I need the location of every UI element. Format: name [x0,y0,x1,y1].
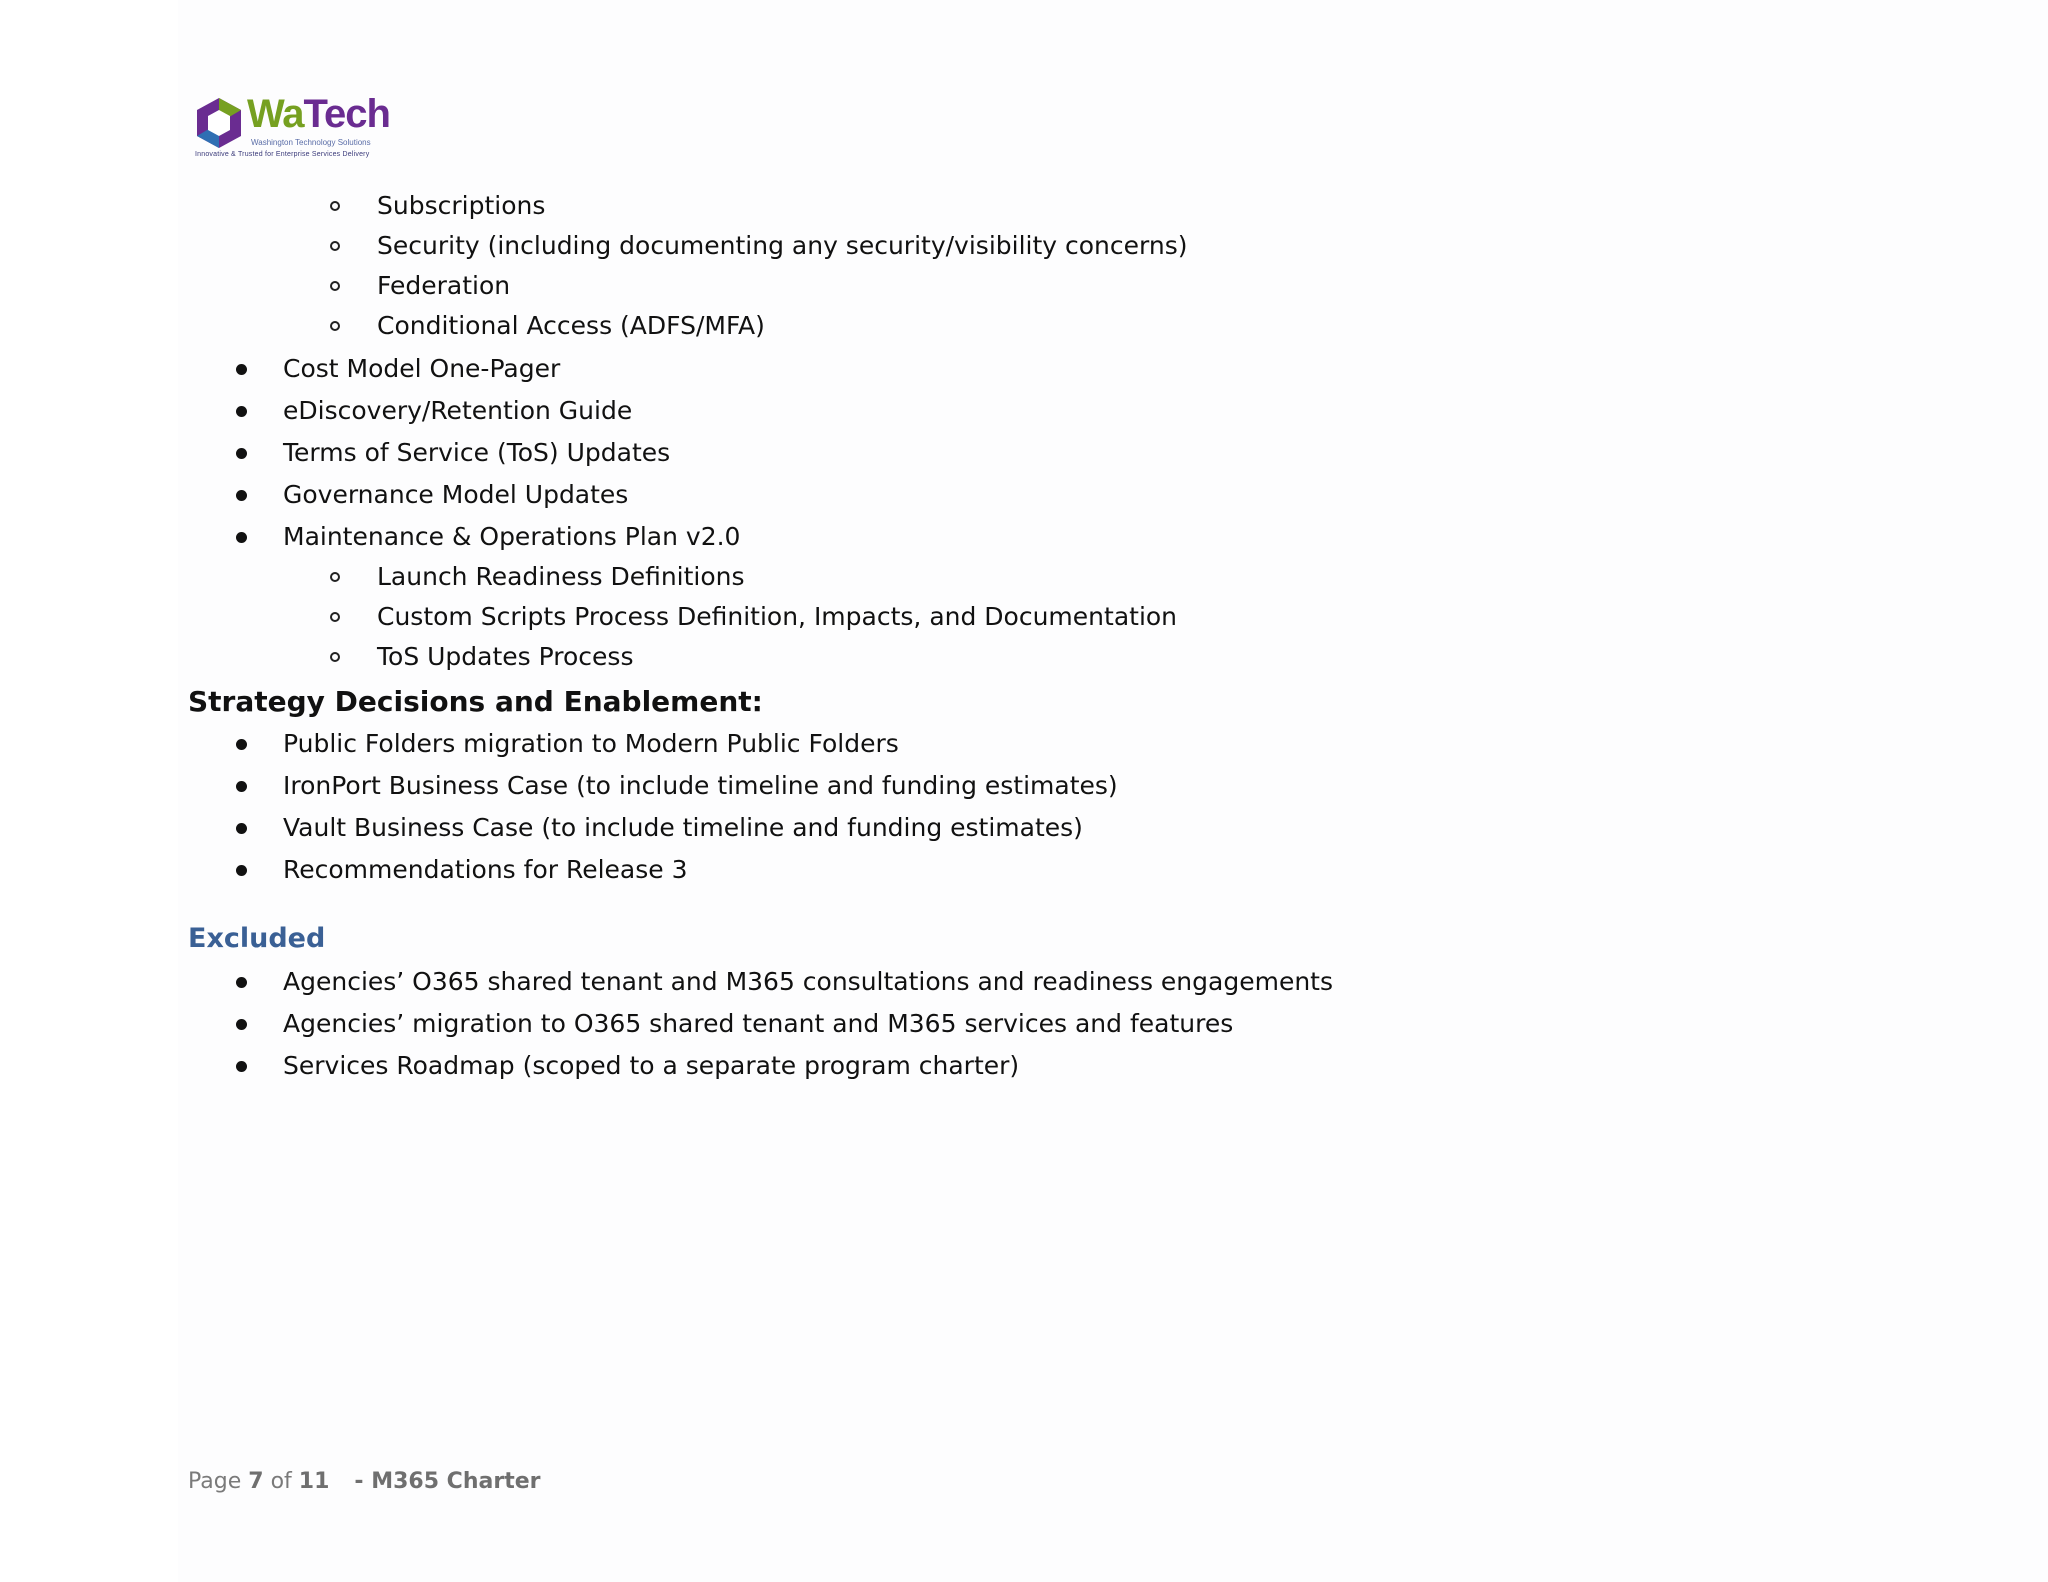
list-item: Terms of Service (ToS) Updates [283,438,671,467]
list-item: Federation [377,271,511,300]
list-item: Public Folders migration to Modern Public Folders [283,729,899,758]
logo-tagline: Innovative & Trusted for Enterprise Services Delivery [195,151,370,158]
list-item: Maintenance & Operations Plan v2.0 [283,522,741,551]
list-item: Cost Model One-Pager [283,354,561,383]
footer-doc-title: - M365 Charter [354,1469,541,1494]
sub-bullet-icon [330,572,340,582]
watech-logo [193,92,403,166]
sub-bullet-icon [330,652,340,662]
bullet-icon [236,739,247,750]
list-item: Recommendations for Release 3 [283,855,688,884]
bullet-icon [236,406,247,417]
strategy-heading: Strategy Decisions and Enablement: [188,685,763,718]
bullet-icon [236,532,247,543]
logo-subtitle: Washington Technology Solutions [251,138,371,147]
bullet-icon [236,1019,247,1030]
list-item: eDiscovery/Retention Guide [283,396,633,425]
bullet-icon [236,1061,247,1072]
list-item: Launch Readiness Definitions [377,562,745,591]
list-item: Vault Business Case (to include timeline and funding estimates) [283,813,1083,842]
list-item: Governance Model Updates [283,480,629,509]
bullet-icon [236,823,247,834]
footer-page-number: 7 [248,1469,264,1494]
logo-wordmark [247,94,390,134]
list-item: Subscriptions [377,191,546,220]
bullet-icon [236,977,247,988]
list-item: Conditional Access (ADFS/MFA) [377,311,765,340]
list-item: Custom Scripts Process Definition, Impacts, and Documentation [377,602,1178,631]
page-footer [188,1471,540,1493]
footer-of-word: of [270,1469,292,1494]
bullet-icon [236,364,247,375]
sub-bullet-icon [330,281,340,291]
logo-wordmark-tech: Tech [303,92,390,136]
bullet-icon [236,490,247,501]
footer-page-total: 11 [298,1469,330,1494]
list-item: Security (including documenting any security/visibility concerns) [377,231,1188,260]
list-item: Services Roadmap (scoped to a separate program charter) [283,1051,1020,1080]
logo-wordmark-wa: Wa [247,92,304,136]
list-item: ToS Updates Process [377,642,634,671]
sub-bullet-icon [330,321,340,331]
bullet-icon [236,865,247,876]
list-item: Agencies’ migration to O365 shared tenant and M365 services and features [283,1009,1234,1038]
sub-bullet-icon [330,201,340,211]
sub-bullet-icon [330,612,340,622]
list-item: Agencies’ O365 shared tenant and M365 consultations and readiness engagements [283,967,1333,996]
list-item: IronPort Business Case (to include timeline and funding estimates) [283,771,1118,800]
footer-page-word: Page [188,1469,242,1494]
sub-bullet-icon [330,241,340,251]
bullet-icon [236,448,247,459]
excluded-heading: Excluded [188,923,326,954]
hexagon-logo-icon [193,96,245,150]
bullet-icon [236,781,247,792]
